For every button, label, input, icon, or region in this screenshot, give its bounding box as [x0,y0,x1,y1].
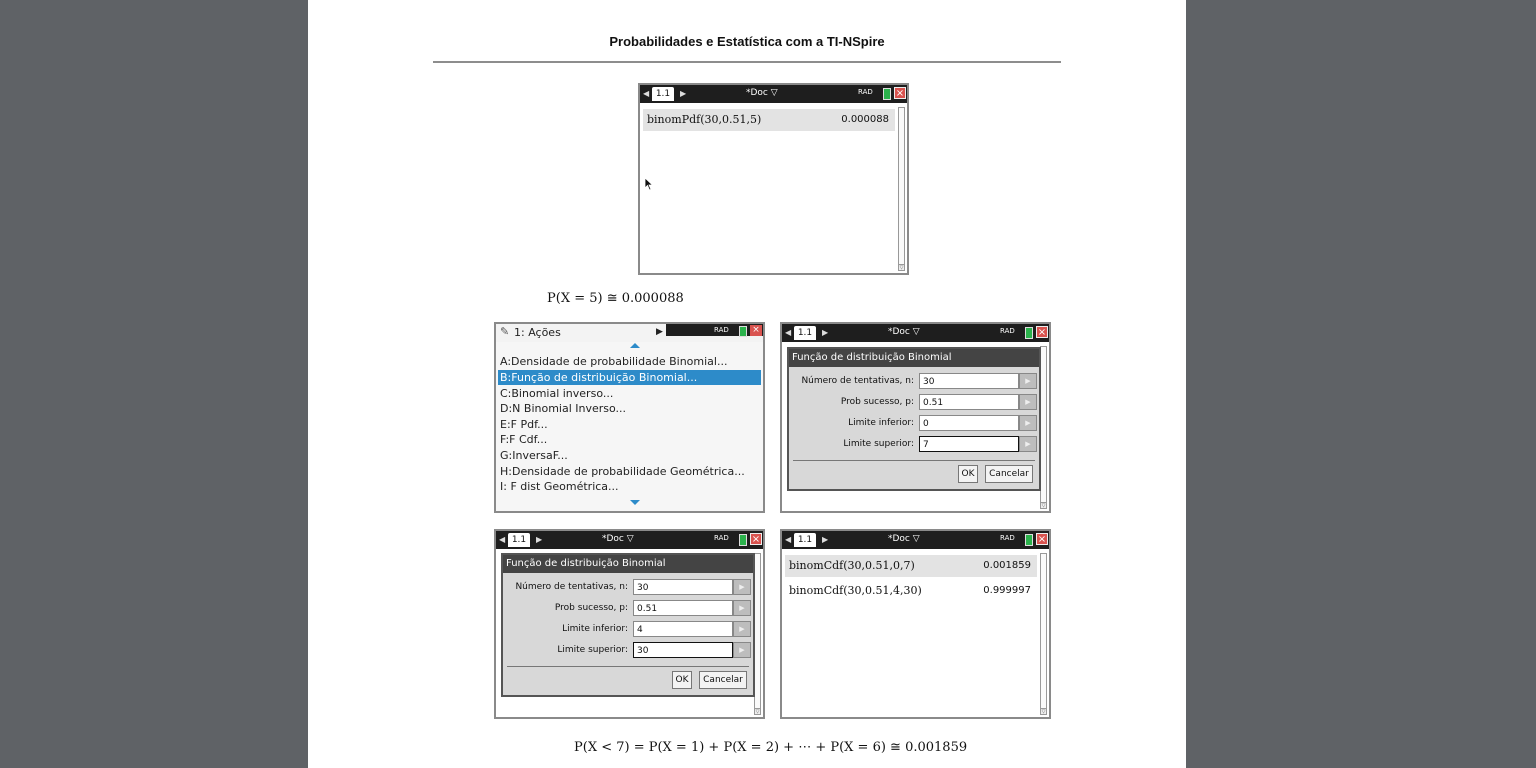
calc-expression: binomCdf(30,0.51,0,7) [789,559,915,572]
dialog-screen-1 [780,322,1051,513]
tab-left-arrow-icon[interactable]: ◀ [499,535,506,544]
calc-entry-row[interactable] [643,109,895,131]
doc-name[interactable]: *Doc ▽ [602,534,634,544]
menu-item-f-cdf[interactable]: F:F Cdf... [500,433,548,446]
field-arrow-icon[interactable]: ▶ [733,579,751,595]
lower-bound-input[interactable]: 0 [919,415,1019,431]
calc-expression: binomPdf(30,0.51,5) [647,113,762,126]
calc-topbar [782,531,1049,549]
menu-header [496,324,763,342]
field-label-upper: Limite superior: [557,645,628,655]
field-arrow-icon[interactable]: ▶ [733,642,751,658]
field-row-upper [503,642,753,660]
battery-icon [1025,534,1033,546]
field-label-n: Número de tentativas, n: [515,582,628,592]
angle-mode: RAD [1000,327,1015,335]
menu-expand-arrow-icon: ▶ [656,327,663,337]
binomial-cdf-dialog [787,347,1041,491]
angle-mode: RAD [1000,534,1015,542]
dialog-divider [507,666,749,667]
page-header-title: Probabilidades e Estatística com a TI-NSpire [609,34,885,49]
lower-bound-input[interactable]: 4 [633,621,733,637]
equation-p-x-less-7: P(X < 7) = P(X = 1) + P(X = 2) + ⋯ + P(X = 6) ≅ 0.001859 [574,740,968,755]
field-row-n [503,579,753,597]
battery-icon [739,326,747,337]
tab-1-1[interactable]: 1.1 [794,533,816,547]
header-divider [433,61,1061,63]
calc-screen-top [638,83,909,275]
field-label-lower: Limite inferior: [848,418,914,428]
calc-result: 0.999997 [983,585,1031,596]
tools-icon: ✎ [500,325,510,338]
menu-item-binomial-cdf[interactable]: B:Função de distribuição Binomial... [498,370,761,385]
calc-topbar [782,324,1049,342]
close-icon[interactable]: × [1037,534,1047,545]
field-label-p: Prob sucesso, p: [840,397,914,407]
battery-icon [1025,327,1033,339]
field-arrow-icon[interactable]: ▶ [1019,436,1037,452]
close-icon[interactable]: × [751,534,761,545]
cancel-button[interactable]: Cancelar [985,465,1033,483]
calc-screen-bottom [780,529,1051,719]
field-arrow-icon[interactable]: ▶ [1019,373,1037,389]
calc-entry-row[interactable] [785,555,1037,577]
upper-bound-input[interactable]: 7 [919,436,1019,452]
menu-scroll-up-icon[interactable] [630,343,640,348]
tab-left-arrow-icon[interactable]: ◀ [643,89,650,98]
tab-1-1[interactable]: 1.1 [794,326,816,340]
field-label-p: Prob sucesso, p: [554,603,628,613]
menu-item-binomial-pdf[interactable]: A:Densidade de probabilidade Binomial... [500,355,728,368]
field-row-p [789,394,1039,412]
field-label-upper: Limite superior: [843,439,914,449]
field-row-lower [789,415,1039,433]
battery-icon [883,88,891,100]
menu-item-inverse-binomial[interactable]: C:Binomial inverso... [500,387,614,400]
doc-name[interactable]: *Doc ▽ [746,88,778,98]
dialog-title: Função de distribuição Binomial [789,349,1039,367]
scrollbar[interactable] [754,553,761,715]
field-arrow-icon[interactable]: ▶ [733,621,751,637]
cancel-button[interactable]: Cancelar [699,671,747,689]
angle-mode: RAD [714,326,729,334]
tab-1-1[interactable]: 1.1 [508,533,530,547]
menu-item-inverse-f[interactable]: G:InversaF... [500,449,568,462]
menu-item-f-pdf[interactable]: E:F Pdf... [500,418,548,431]
scrollbar[interactable] [898,107,905,271]
battery-icon [739,534,747,546]
probability-input[interactable]: 0.51 [919,394,1019,410]
tab-right-arrow-icon[interactable]: ▶ [822,328,829,337]
menu-scroll-down-icon[interactable] [630,500,640,505]
tab-right-arrow-icon[interactable]: ▶ [536,535,543,544]
upper-bound-input[interactable]: 30 [633,642,733,658]
field-row-p [503,600,753,618]
dialog-title: Função de distribuição Binomial [503,555,753,573]
trials-input[interactable]: 30 [919,373,1019,389]
tab-left-arrow-icon[interactable]: ◀ [785,535,792,544]
close-icon[interactable]: × [1037,327,1047,338]
menu-header-label: 1: Ações [514,326,561,339]
probability-input[interactable]: 0.51 [633,600,733,616]
field-label-n: Número de tentativas, n: [801,376,914,386]
calc-topbar [496,531,763,549]
scroll-down-icon[interactable]: ▽ [755,709,760,715]
tab-1-1[interactable]: 1.1 [652,87,674,101]
field-row-n [789,373,1039,391]
ok-button[interactable]: OK [672,671,692,689]
calc-topbar [640,85,907,103]
dialog-screen-2 [494,529,765,719]
field-row-lower [503,621,753,639]
menu-screen [494,322,765,513]
trials-input[interactable]: 30 [633,579,733,595]
tab-right-arrow-icon[interactable]: ▶ [822,535,829,544]
angle-mode: RAD [858,88,873,96]
calc-expression: binomCdf(30,0.51,4,30) [789,584,922,597]
equation-p-x-equals-5: P(X = 5) ≅ 0.000088 [547,291,684,306]
dialog-divider [793,460,1035,461]
menu-item-inverse-binomial-n[interactable]: D:N Binomial Inverso... [500,402,627,415]
doc-name[interactable]: *Doc ▽ [888,327,920,337]
scroll-down-icon[interactable]: ▽ [1041,709,1046,715]
calc-result: 0.001859 [983,560,1031,571]
scrollbar[interactable] [1040,553,1047,715]
close-icon[interactable]: × [895,88,905,99]
scroll-down-icon[interactable]: ▽ [1041,503,1046,509]
field-arrow-icon[interactable]: ▶ [733,600,751,616]
binomial-cdf-dialog [501,553,755,697]
close-icon[interactable]: × [750,325,762,336]
field-arrow-icon[interactable]: ▶ [1019,394,1037,410]
doc-name[interactable]: *Doc ▽ [888,534,920,544]
field-arrow-icon[interactable]: ▶ [1019,415,1037,431]
angle-mode: RAD [714,534,729,542]
ok-button[interactable]: OK [958,465,978,483]
menu-item-geometric-cdf[interactable]: I: F dist Geométrica... [500,480,619,493]
calc-entry-row[interactable] [785,580,1037,602]
scrollbar[interactable] [1040,346,1047,509]
scroll-down-icon[interactable]: ▽ [899,265,904,271]
calc-result: 0.000088 [841,114,889,125]
menu-item-geometric-pdf[interactable]: H:Densidade de probabilidade Geométrica... [500,465,745,478]
field-row-upper [789,436,1039,454]
tab-right-arrow-icon[interactable]: ▶ [680,89,687,98]
mouse-cursor-icon [644,177,654,191]
tab-left-arrow-icon[interactable]: ◀ [785,328,792,337]
document-page [308,0,1186,768]
field-label-lower: Limite inferior: [562,624,628,634]
